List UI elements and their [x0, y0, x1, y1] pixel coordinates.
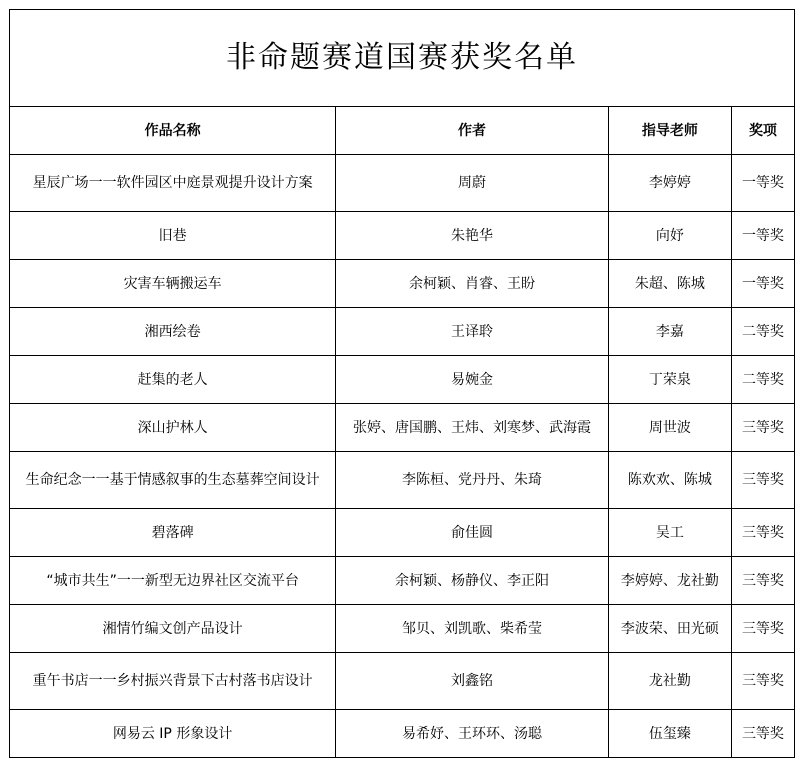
- mentor-cell: 朱超、陈城: [608, 260, 731, 308]
- header-work: 作品名称: [10, 107, 336, 155]
- author-cell: 李陈桓、党丹丹、朱琦: [336, 452, 609, 509]
- mentor-cell: 周世波: [608, 404, 731, 452]
- award-cell: 三等奖: [731, 452, 794, 509]
- award-list-sheet: [9, 9, 795, 777]
- mentor-cell: 李婷婷、龙社勤: [608, 557, 731, 605]
- author-cell: 王译聆: [336, 308, 609, 356]
- mentor-cell: 伍玺臻: [608, 710, 731, 758]
- table-row: [10, 404, 795, 452]
- table-row: [10, 452, 795, 509]
- author-cell: 邹贝、刘凯歌、柴希莹: [336, 605, 609, 653]
- header-row: [10, 107, 795, 155]
- header-mentor: 指导老师: [608, 107, 731, 155]
- table-row: [10, 212, 795, 260]
- table-row: [10, 710, 795, 758]
- award-cell: 二等奖: [731, 356, 794, 404]
- author-cell: 易希妤、王环环、汤聪: [336, 710, 609, 758]
- header-author: 作者: [336, 107, 609, 155]
- work-cell: “城市共生”一一新型无边界社区交流平台: [10, 557, 336, 605]
- mentor-cell: 李嘉: [608, 308, 731, 356]
- table-row: [10, 155, 795, 212]
- mentor-cell: 李波荣、田光硕: [608, 605, 731, 653]
- award-cell: 一等奖: [731, 260, 794, 308]
- table-row: [10, 605, 795, 653]
- author-cell: 周蔚: [336, 155, 609, 212]
- author-cell: 余柯颖、肖睿、王盼: [336, 260, 609, 308]
- mentor-cell: 丁荣泉: [608, 356, 731, 404]
- table-row: [10, 557, 795, 605]
- author-cell: 朱艳华: [336, 212, 609, 260]
- author-cell: 余柯颖、杨静仪、李正阳: [336, 557, 609, 605]
- mentor-cell: 龙社勤: [608, 653, 731, 710]
- work-cell: 旧巷: [10, 212, 336, 260]
- work-cell: 碧落碑: [10, 509, 336, 557]
- work-cell: 生命纪念一一基于情感叙事的生态墓葬空间设计: [10, 452, 336, 509]
- award-cell: 三等奖: [731, 710, 794, 758]
- author-cell: 俞佳圆: [336, 509, 609, 557]
- page-title: 非命题赛道国赛获奖名单: [10, 10, 795, 107]
- work-cell: 星辰广场一一软件园区中庭景观提升设计方案: [10, 155, 336, 212]
- author-cell: 易婉金: [336, 356, 609, 404]
- table-row: [10, 653, 795, 710]
- table-row: [10, 356, 795, 404]
- table-row: [10, 260, 795, 308]
- mentor-cell: 李婷婷: [608, 155, 731, 212]
- table-row: [10, 509, 795, 557]
- work-cell: 深山护林人: [10, 404, 336, 452]
- mentor-cell: 陈欢欢、陈城: [608, 452, 731, 509]
- award-table: [9, 9, 795, 758]
- mentor-cell: 吴工: [608, 509, 731, 557]
- award-cell: 三等奖: [731, 605, 794, 653]
- award-cell: 三等奖: [731, 653, 794, 710]
- author-cell: 张婷、唐国鹏、王炜、刘寒梦、武海霞: [336, 404, 609, 452]
- award-cell: 三等奖: [731, 404, 794, 452]
- award-cell: 一等奖: [731, 155, 794, 212]
- work-cell: 湘西绘卷: [10, 308, 336, 356]
- mentor-cell: 向妤: [608, 212, 731, 260]
- table-row: [10, 308, 795, 356]
- title-row: [10, 10, 795, 107]
- work-cell: 湘情竹编文创产品设计: [10, 605, 336, 653]
- work-cell: 网易云 IP 形象设计: [10, 710, 336, 758]
- header-award: 奖项: [731, 107, 794, 155]
- award-cell: 一等奖: [731, 212, 794, 260]
- work-cell: 灾害车辆搬运车: [10, 260, 336, 308]
- award-cell: 三等奖: [731, 509, 794, 557]
- award-cell: 二等奖: [731, 308, 794, 356]
- work-cell: 赶集的老人: [10, 356, 336, 404]
- work-cell: 重午书店一一乡村振兴背景下古村落书店设计: [10, 653, 336, 710]
- award-cell: 三等奖: [731, 557, 794, 605]
- author-cell: 刘鑫铭: [336, 653, 609, 710]
